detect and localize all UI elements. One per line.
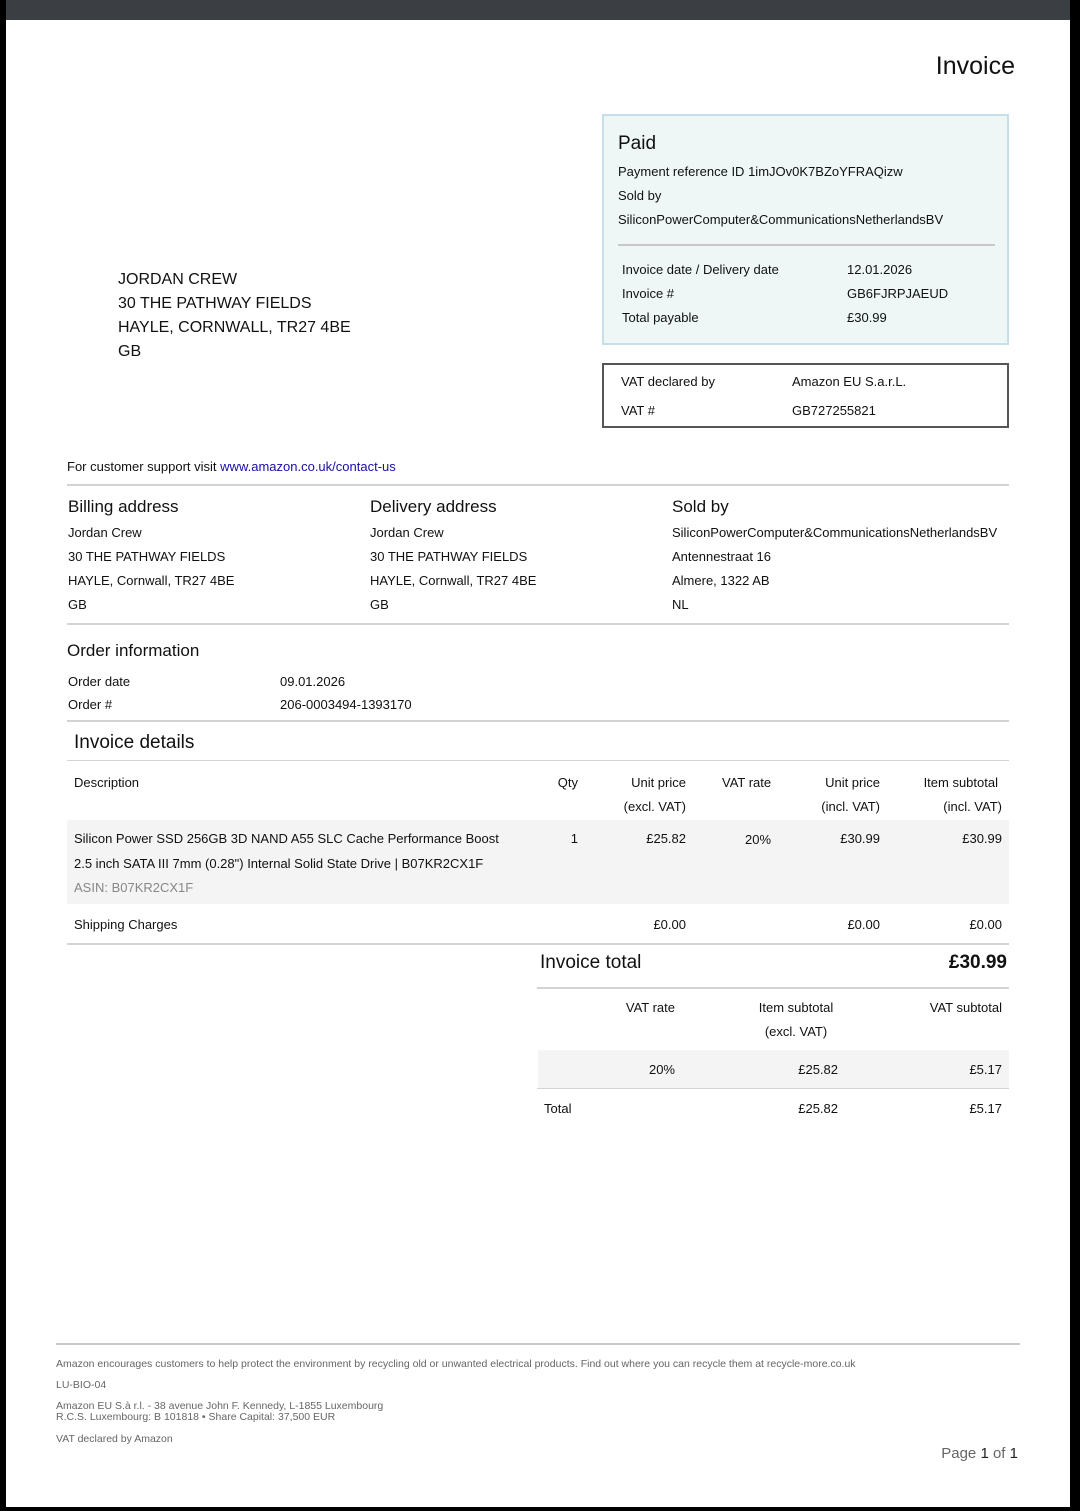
recipient-country: GB — [118, 343, 142, 360]
item-unit-excl: £25.82 — [646, 831, 686, 846]
total-payable-value: £30.99 — [847, 310, 887, 325]
recipient-line2: HAYLE, CORNWALL, TR27 4BE — [118, 319, 351, 336]
divider — [67, 720, 1009, 722]
divider — [618, 244, 995, 246]
divider — [56, 1343, 1020, 1345]
recipient-address — [118, 268, 351, 364]
total-payable-label: Total payable — [622, 310, 699, 325]
vat-number-value: GB727255821 — [792, 403, 876, 418]
order-number-label: Order # — [68, 697, 113, 712]
billing-address: Jordan Crew 30 THE PATHWAY FIELDS HAYLE, Cornwall, TR27 4BE GB — [68, 525, 235, 612]
item-subtotal: £30.99 — [962, 831, 1002, 846]
vat-note: VAT declared by Amazon — [56, 1433, 173, 1445]
order-date-value: 09.01.2026 — [280, 674, 346, 689]
invoice-date-value: 12.01.2026 — [847, 262, 913, 277]
order-date-label: Order date — [68, 674, 131, 689]
vat-subtotal-header: VAT subtotal — [929, 1000, 1002, 1015]
divider — [67, 484, 1009, 486]
item-vat-rate: 20% — [745, 832, 772, 847]
invoice-details-heading: Invoice details — [74, 732, 195, 753]
support-link[interactable]: www.amazon.co.uk/contact-us — [220, 459, 396, 474]
shipping-label: Shipping Charges — [74, 917, 178, 932]
vat-breakdown-rate: 20% — [648, 1062, 675, 1077]
col-item-subtotal: Item subtotal (incl. VAT) — [923, 775, 1002, 814]
col-description: Description — [74, 775, 140, 790]
invoice-page — [6, 0, 1070, 1507]
payment-reference: Payment reference ID 1imJOv0K7BZoYFRAQizw — [618, 164, 903, 179]
col-unit-excl: Unit price (excl. VAT) — [623, 775, 686, 814]
sold-by-label: Sold by — [618, 188, 662, 203]
page-number: Page 1 of 1 — [941, 1445, 1018, 1462]
vat-number-label: VAT # — [621, 403, 655, 418]
col-unit-incl: Unit price (incl. VAT) — [821, 775, 880, 814]
seller-address: SiliconPowerComputer&CommunicationsNetherlandsBV Antennestraat 16 Almere, 1322 AB NL — [672, 525, 998, 612]
divider — [537, 987, 1009, 989]
vat-declaration-box — [602, 363, 1009, 428]
invoice-total-amount: £30.99 — [948, 952, 1007, 973]
seller-heading: Sold by — [672, 497, 729, 516]
invoice-date-label: Invoice date / Delivery date — [622, 262, 779, 277]
invoice-number-label: Invoice # — [622, 286, 675, 301]
item-unit-incl: £30.99 — [840, 831, 880, 846]
item-description: Silicon Power SSD 256GB 3D NAND A55 SLC Cache Performance Boost 2.5 inch SATA III 7mm (0.28") Internal Solid State Drive | B07KR2CX1F ASIN: B07KR2CX1F — [74, 827, 499, 901]
recipient-line1: 30 THE PATHWAY FIELDS — [118, 295, 312, 312]
item-subtotal-excl-header: Item subtotal (excl. VAT) — [758, 1000, 834, 1039]
paid-status: Paid — [618, 133, 657, 154]
footer-code: LU-BIO-04 — [56, 1379, 107, 1391]
page-title: Invoice — [935, 52, 1015, 80]
invoice-number-value: GB6FJRPJAEUD — [847, 286, 949, 301]
divider — [67, 623, 1009, 625]
col-qty: Qty — [557, 775, 578, 790]
divider — [67, 943, 1009, 945]
shipping-unit-excl: £0.00 — [653, 917, 686, 932]
total-item-subtotal: £25.82 — [798, 1101, 838, 1116]
col-vat-rate: VAT rate — [722, 775, 772, 790]
shipping-unit-incl: £0.00 — [847, 917, 880, 932]
order-info-heading: Order information — [67, 641, 200, 660]
total-vat-subtotal: £5.17 — [969, 1101, 1002, 1116]
sold-by-value: SiliconPowerComputer&CommunicationsNetherlandsBV — [618, 212, 944, 227]
top-bar — [6, 0, 1070, 20]
recycle-note: Amazon encourages customers to help protect the environment by recycling old or unwanted electrical products. Find out where you can recycle them at recycle-more.co.uk — [56, 1358, 856, 1370]
item-asin: ASIN: B07KR2CX1F — [74, 880, 194, 895]
vat-breakdown-vat-subtotal: £5.17 — [969, 1062, 1002, 1077]
total-label: Total — [544, 1101, 572, 1116]
divider — [537, 1088, 1009, 1089]
delivery-address: Jordan Crew 30 THE PATHWAY FIELDS HAYLE, Cornwall, TR27 4BE GB — [370, 525, 537, 612]
vat-declared-label: VAT declared by — [621, 374, 715, 389]
vat-rate-header: VAT rate — [625, 1000, 675, 1015]
invoice-total-label: Invoice total — [540, 952, 642, 973]
order-number-value: 206-0003494-1393170 — [280, 697, 412, 712]
item-qty: 1 — [570, 831, 578, 846]
billing-heading: Billing address — [68, 497, 179, 516]
vat-breakdown-item-subtotal: £25.82 — [798, 1062, 838, 1077]
company-info: Amazon EU S.à r.l. - 38 avenue John F. Kennedy, L-1855 Luxembourg R.C.S. Luxembourg: B 101818 • Share Capital: 37,500 EUR — [56, 1400, 384, 1423]
shipping-subtotal: £0.00 — [969, 917, 1002, 932]
paid-summary-box — [602, 114, 1009, 345]
recipient-name: JORDAN CREW — [118, 271, 238, 288]
vat-declared-value: Amazon EU S.a.r.L. — [792, 374, 907, 389]
delivery-heading: Delivery address — [370, 497, 497, 516]
customer-support: For customer support visit www.amazon.co.uk/contact-us — [67, 459, 396, 474]
divider — [67, 760, 1009, 761]
